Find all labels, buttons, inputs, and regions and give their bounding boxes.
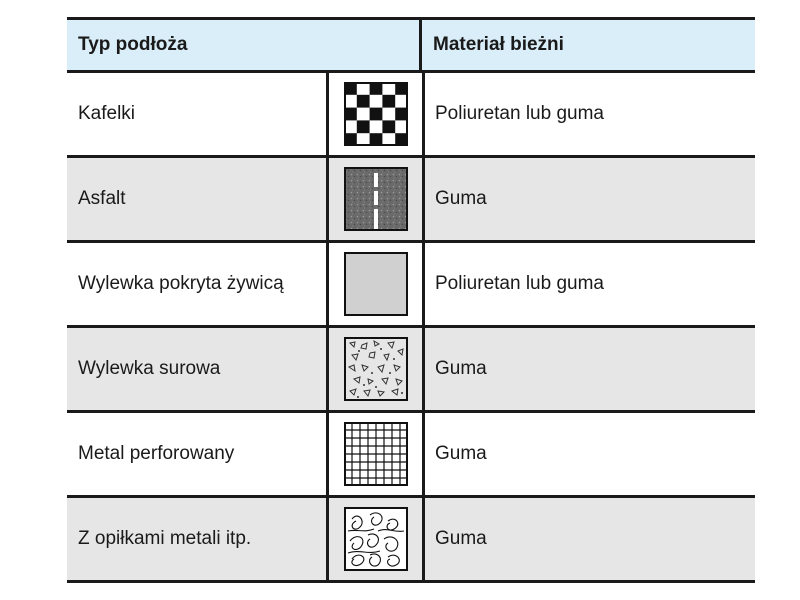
pattern-cell bbox=[329, 158, 425, 240]
surface-name: Asfalt bbox=[67, 158, 329, 240]
surface-name: Z opiłkami metali itp. bbox=[67, 498, 329, 580]
table-header bbox=[67, 17, 755, 73]
table-row bbox=[67, 328, 755, 413]
tread-material: Guma bbox=[435, 358, 487, 379]
perforated-metal-icon bbox=[344, 422, 408, 486]
table-row bbox=[67, 498, 755, 583]
pattern-cell bbox=[329, 328, 425, 410]
table-row bbox=[67, 73, 755, 158]
pattern-cell bbox=[329, 73, 425, 155]
header-tread-material: Materiał bieżni bbox=[433, 34, 564, 55]
surface-name: Kafelki bbox=[67, 73, 329, 155]
metal-filings-icon bbox=[344, 507, 408, 571]
tread-material: Poliuretan lub guma bbox=[435, 273, 604, 294]
table-row bbox=[67, 243, 755, 328]
pattern-cell bbox=[329, 243, 425, 325]
table-row bbox=[67, 158, 755, 243]
resin-screed-icon bbox=[344, 252, 408, 316]
raw-screed-icon bbox=[344, 337, 408, 401]
tread-material: Guma bbox=[435, 188, 487, 209]
header-surface-type: Typ podłoża bbox=[67, 20, 422, 70]
tread-material: Guma bbox=[435, 443, 487, 464]
table-row bbox=[67, 413, 755, 498]
surface-material-table bbox=[67, 17, 755, 583]
surface-name: Metal perforowany bbox=[67, 413, 329, 495]
surface-name: Wylewka surowa bbox=[67, 328, 329, 410]
tread-material: Guma bbox=[435, 528, 487, 549]
checkerboard-icon bbox=[344, 82, 408, 146]
pattern-cell bbox=[329, 498, 425, 580]
asphalt-icon bbox=[344, 167, 408, 231]
tread-material: Poliuretan lub guma bbox=[435, 103, 604, 124]
pattern-cell bbox=[329, 413, 425, 495]
surface-name: Wylewka pokryta żywicą bbox=[67, 243, 329, 325]
